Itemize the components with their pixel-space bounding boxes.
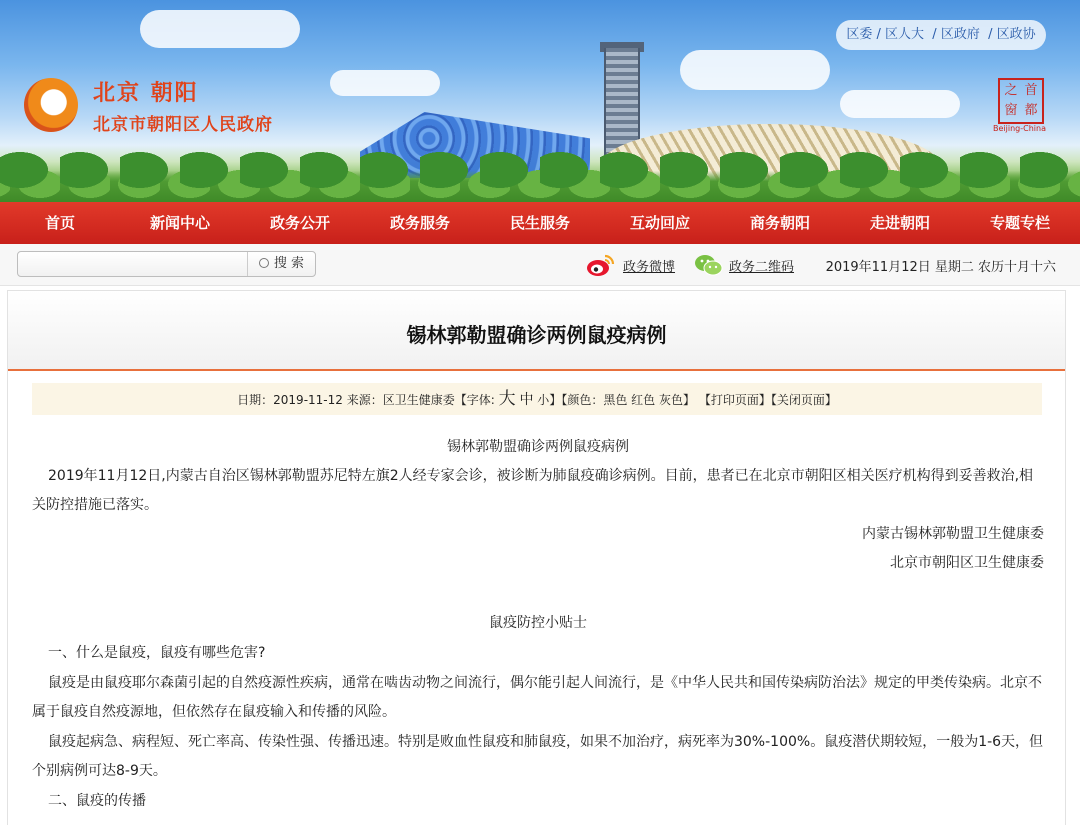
wechat-icon[interactable] (694, 252, 724, 278)
nav-item-open-government[interactable]: 政务公开 (269, 214, 330, 232)
article-paragraph: 鼠疫起病急、病程短、死亡率高、传染性强、传播迅速。特别是败血性鼠疫和肺鼠疫，如果不加治疗，病死率为30%-100%。鼠疫潜伏期较短，一般为1-6天，但个别病例可达8-9天。 (32, 734, 1044, 779)
header-banner (0, 0, 1080, 202)
font-size-label: 【字体: (454, 393, 495, 407)
top-link-district-government[interactable]: 区政府 (940, 27, 980, 42)
cloud-decoration (680, 50, 830, 90)
signature-line: 内蒙古锡林郭勒盟卫生健康委 (862, 526, 1044, 542)
font-size-small-button[interactable]: 小 (537, 393, 550, 407)
seal-char: 窗 (1004, 103, 1018, 118)
article-paragraph: 鼠疫是由鼠疫耶尔森菌引起的自然疫源性疾病，通常在啮齿动物之间流行，偶尔能引起人间流行，是《中华人民共和国传染病防治法》规定的甲类传染病。北京不属于鼠疫自然疫源地，但依然存在鼠疫输入和传播的风险。 (32, 675, 1042, 720)
search-button[interactable] (247, 252, 315, 276)
title-band (8, 291, 1065, 371)
search-input[interactable] (22, 255, 254, 273)
site-name-short[interactable]: 北京 朝阳 (93, 81, 199, 106)
cloud-decoration (840, 90, 960, 118)
top-link-district-congress[interactable]: 区人大 (885, 27, 925, 42)
meta-date-label: 日期： (237, 393, 274, 407)
search-box (17, 251, 316, 277)
signature-line: 北京市朝阳区卫生健康委 (890, 555, 1044, 571)
seal-char: 都 (1024, 103, 1038, 118)
nav-item-government-services[interactable]: 政务服务 (389, 214, 450, 232)
search-icon (259, 258, 269, 268)
seal-char: 之 (1004, 83, 1018, 98)
print-page-button[interactable]: 【打印页面】 (698, 393, 771, 407)
treeline-decoration (0, 150, 1080, 202)
section-heading: 二、鼠疫的传播 (48, 793, 146, 809)
color-label: 【颜色： (561, 393, 604, 407)
nav-item-business[interactable]: 商务朝阳 (749, 214, 810, 232)
meta-date: 2019-11-12 (273, 393, 343, 407)
weibo-link[interactable]: 政务微博 (623, 260, 676, 275)
weibo-icon[interactable] (585, 252, 615, 278)
section-heading: 一、什么是鼠疫，鼠疫有哪些危害? (48, 645, 266, 661)
main-nav (0, 202, 1080, 244)
meta-source-label: 来源： (346, 393, 383, 407)
cloud-decoration (330, 70, 440, 96)
tool-row (0, 244, 1080, 286)
color-end: 】 (682, 393, 695, 407)
capital-window-seal-icon[interactable] (998, 78, 1044, 124)
page-title: 锡林郭勒盟确诊两例鼠疫病例 (406, 323, 667, 347)
meta-source: 区卫生健康委 (382, 393, 455, 407)
top-link-district-committee[interactable]: 区委 (846, 27, 873, 42)
cloud-decoration (140, 10, 300, 48)
current-date: 2019年11月12日 星期二 农历十月十六 (825, 260, 1056, 275)
nav-item-interaction[interactable]: 互动回应 (629, 214, 690, 232)
nav-item-home[interactable]: 首页 (44, 214, 75, 232)
close-page-button[interactable]: 【关闭页面】 (770, 393, 837, 407)
nav-item-special-topics[interactable]: 专题专栏 (989, 214, 1050, 232)
font-size-large-button[interactable]: 大 (498, 389, 516, 409)
tips-title: 鼠疫防控小贴士 (489, 615, 587, 631)
nav-item-livelihood-services[interactable]: 民生服务 (509, 214, 570, 232)
article-subtitle: 锡林郭勒盟确诊两例鼠疫病例 (447, 439, 629, 455)
seal-subtitle: Beijing-China (993, 124, 1046, 133)
article-panel (7, 290, 1066, 825)
font-size-medium-button[interactable]: 中 (519, 392, 534, 408)
wechat-qrcode-link[interactable]: 政务二维码 (729, 260, 795, 275)
top-link-district-cppcc[interactable]: 区政协 (996, 27, 1036, 42)
top-links: 区委 / 区人大 / 区政府 / 区政协 (836, 20, 1046, 50)
search-button-label: 搜 索 (273, 256, 305, 271)
article-meta-bar (32, 383, 1042, 415)
color-options[interactable]: 黑色 红色 灰色 (603, 393, 683, 407)
font-size-end: 】 (549, 393, 562, 407)
site-name-full[interactable]: 北京市朝阳区人民政府 (93, 115, 273, 135)
seal-char: 首 (1024, 83, 1038, 98)
chaoyang-logo-icon[interactable] (24, 78, 78, 132)
nav-item-news[interactable]: 新闻中心 (149, 214, 210, 232)
nav-item-about-chaoyang[interactable]: 走进朝阳 (869, 214, 930, 232)
article-paragraph: 2019年11月12日,内蒙古自治区锡林郭勒盟苏尼特左旗2人经专家会诊，被诊断为肺鼠疫确诊病例。目前，患者已在北京市朝阳区相关医疗机构得到妥善救治,相关防控措施已落实。 (32, 468, 1034, 513)
